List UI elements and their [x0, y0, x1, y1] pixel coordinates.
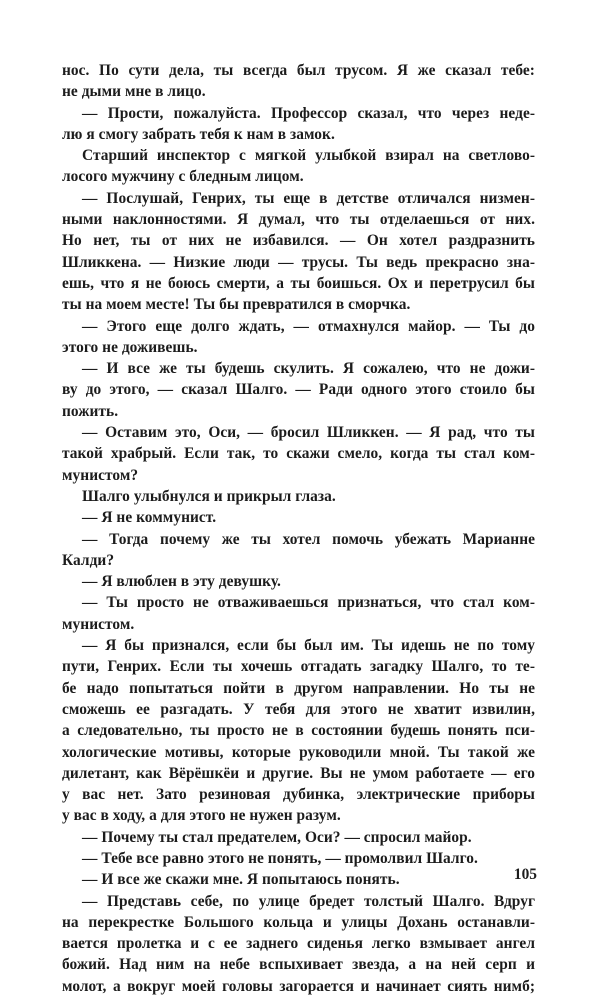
text-line: лю я смогу забрать тебя к нам в замок. — [62, 125, 335, 143]
text-line: — Я бы признался, если бы был им. Ты идешь не по тому — [82, 637, 535, 655]
text-line: — Представь себе, по улице бредет толстый Шалго. Вдруг — [82, 892, 535, 910]
text-line: — Ты просто не отваживаешься признаться, что стал ком- — [82, 594, 535, 612]
text-line: на перекрестке Большого кольца и улицы Дохань останавли- — [62, 913, 535, 931]
text-line: хологические мотивы, которые руководили мной. Ты такой же — [62, 743, 535, 761]
text-line: мунистом. — [62, 615, 135, 633]
text-line: Шалго улыбнулся и прикрыл глаза. — [82, 487, 336, 505]
text-line: мунистом? — [62, 466, 139, 484]
text-line: Но нет, ты от них не избавился. — Он хотел раздразнить — [62, 232, 535, 250]
text-line: у вас нет. Зато резиновая дубинка, электрические приборы — [62, 786, 535, 804]
text-line: ты на моем месте! Ты бы превратился в сморчка. — [62, 296, 411, 314]
text-line: — Оставим это, Оси, — бросил Шликкен. — Я рад, что ты — [82, 424, 535, 442]
text-line: — Этого еще долго ждать, — отмахнулся майор. — Ты до — [82, 317, 535, 335]
text-line: ешь, что я не боюсь смерти, а ты боишься. Ох и перетрусил бы — [62, 274, 535, 292]
text-line: — Я не коммунист. — [82, 509, 217, 527]
page-number: 105 — [513, 866, 537, 883]
text-line: — Я влюблен в эту девушку. — [82, 573, 281, 591]
text-line: нос. По сути дела, ты всегда был трусом. Я же сказал тебе: — [62, 62, 535, 79]
text-line: Калди? — [62, 551, 115, 569]
text-line: ными наклонностями. Я думал, что ты отделаешься от них. — [62, 211, 535, 229]
text-line: Шликкена. — Низкие люди — трусы. Ты ведь прекрасно зна- — [62, 253, 535, 271]
text-line: Старший инспектор с мягкой улыбкой взирал на светлово- — [82, 147, 535, 165]
text-line: ву до этого, — сказал Шалго. — Ради одного этого стоило бы — [62, 381, 535, 399]
text-line: у вас в ходу, а для этого не нужен разум. — [62, 807, 341, 825]
text-line: а следовательно, ты просто не в состоянии будешь понять пси- — [62, 722, 535, 740]
text-line: — Прости, пожалуйста. Профессор сказал, что через неде- — [82, 104, 535, 122]
text-line: такой храбрый. Если так, то скажи смело, когда ты стал ком- — [62, 445, 535, 463]
text-line: — Тогда почему же ты хотел помочь убежать Марианне — [82, 530, 535, 548]
text-line: сможешь ее разгадать. У тебя для этого не хватит извилин, — [62, 700, 535, 718]
text-line: — И все же ты будешь скулить. Я сожалею, что не дожи- — [82, 360, 535, 378]
text-line: — И все же скажи мне. Я попытаюсь понять. — [82, 871, 400, 889]
text-line: — Почему ты стал предателем, Оси? — спросил майор. — [82, 828, 472, 846]
text-line: вается пролетка и с ее заднего сиденья легко взмывает ангел — [62, 935, 535, 953]
text-line: не дыми мне в лицо. — [62, 83, 206, 101]
text-line: пожить. — [62, 402, 119, 420]
text-line: — Послушай, Генрих, ты еще в детстве отличался низмен- — [82, 189, 535, 207]
text-line: этого не доживешь. — [62, 338, 198, 356]
text-line: молот, а вокруг моей головы загорается и начинает сиять нимб; — [62, 977, 535, 995]
text-line: дилетант, как Вёрёшкёи и другие. Вы не умом работаете — его — [62, 764, 535, 782]
text-line: — Тебе все равно этого не понять, — промолвил Шалго. — [82, 849, 478, 867]
text-line: лосого мужчину с бледным лицом. — [62, 168, 304, 186]
text-line: бе надо попытаться пойти в другом направлении. Но ты не — [62, 679, 535, 697]
text-line: пути, Генрих. Если ты хочешь отгадать загадку Шалго, то те- — [62, 658, 535, 676]
body-text — [62, 60, 535, 997]
text-line: божий. Над ним на небе вспыхивает звезда, а на ней серп и — [62, 956, 535, 974]
